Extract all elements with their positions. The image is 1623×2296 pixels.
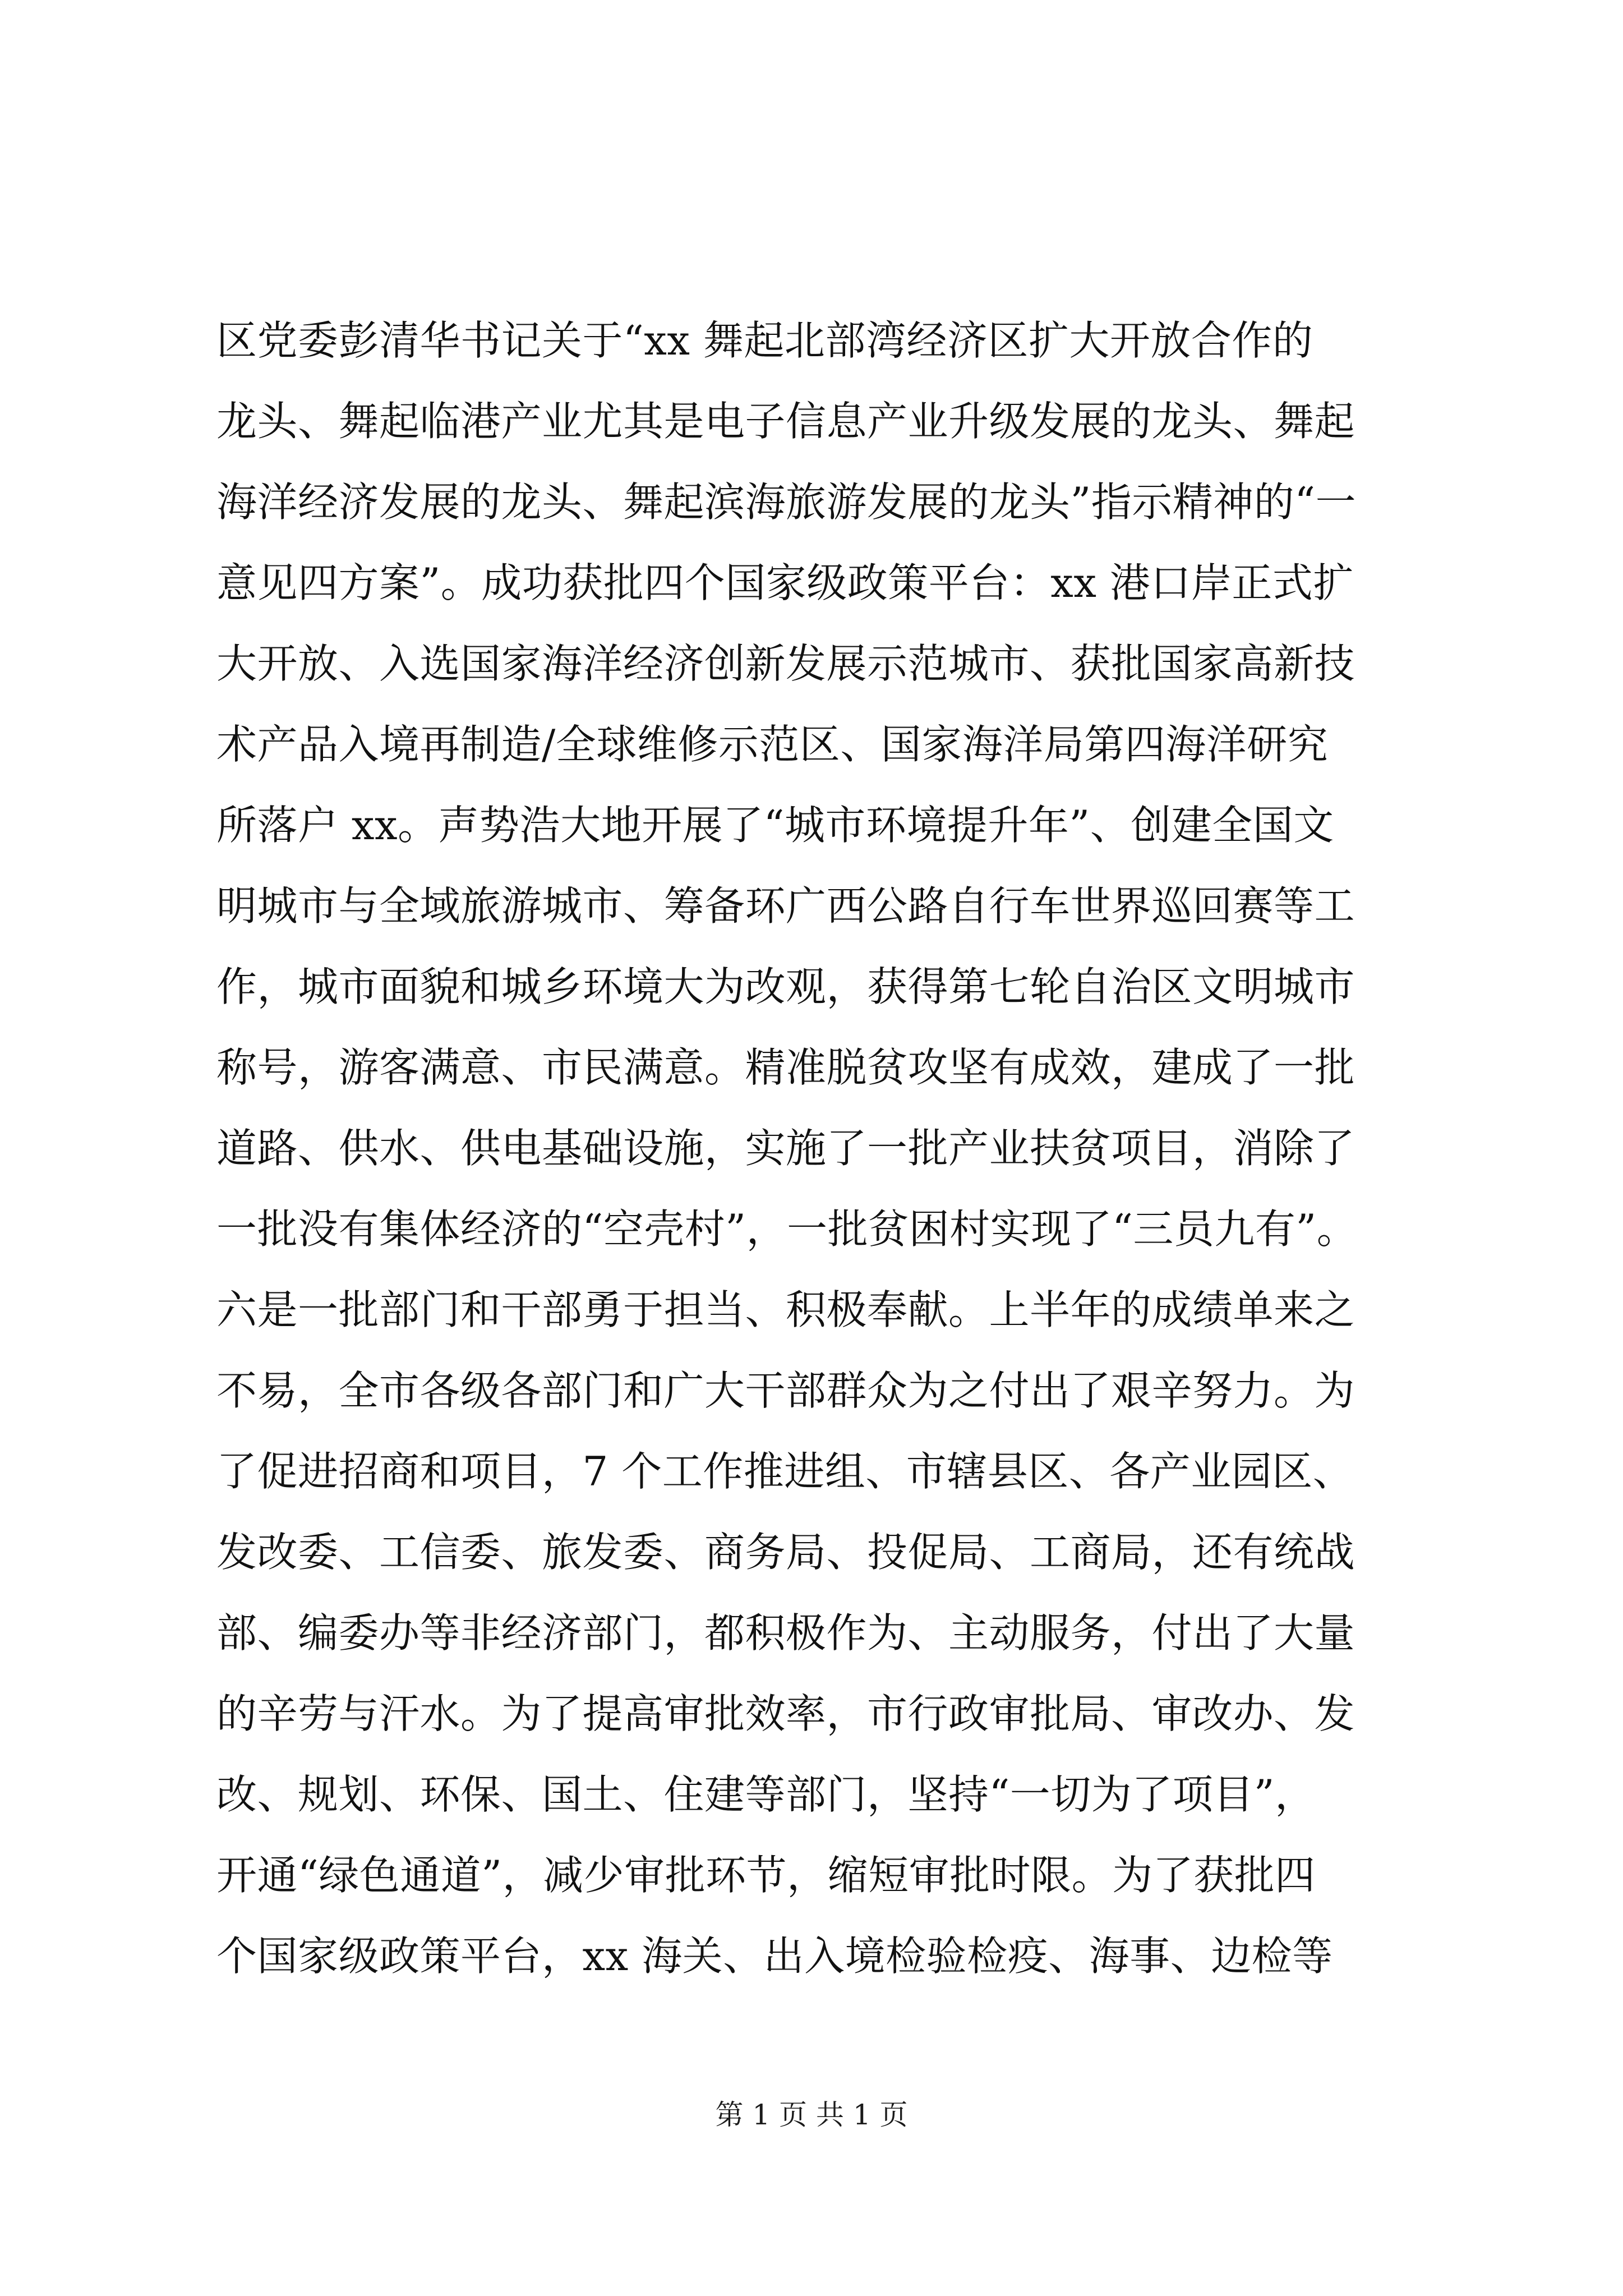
text-line: 区党委彭清华书记关于“xx 舞起北部湾经济区扩大开放合作的 [216, 317, 1313, 364]
text-line: 大开放、入选国家海洋经济创新发展示范城市、获批国家高新技 [216, 640, 1355, 687]
body-text [216, 300, 1428, 1996]
text-line: 术产品入境再制造/全球维修示范区、国家海洋局第四海洋研究 [216, 721, 1329, 768]
text-line: 六是一批部门和干部勇于担当、积极奉献。上半年的成绩单来之 [216, 1286, 1355, 1333]
text-line: 一批没有集体经济的“空壳村”，一批贫困村实现了“三员九有”。 [216, 1205, 1358, 1253]
text-line: 明城市与全域旅游城市、筹备环广西公路自行车世界巡回赛等工 [216, 882, 1355, 930]
text-line: 龙头、舞起临港产业尤其是电子信息产业升级发展的龙头、舞起 [216, 398, 1355, 445]
text-line: 改、规划、环保、国土、住建等部门，坚持“一切为了项目”， [216, 1771, 1316, 1818]
page-footer [0, 2095, 1623, 2134]
text-line: 了促进招商和项目，7 个工作推进组、市辖县区、各产业园区、 [216, 1448, 1354, 1495]
text-line: 不易，全市各级各部门和广大干部群众为之付出了艰辛努力。为 [216, 1367, 1355, 1414]
text-line: 所落户 xx。声势浩大地开展了“城市环境提升年”、创建全国文 [216, 802, 1334, 849]
text-line: 发改委、工信委、旅发委、商务局、投促局、工商局，还有统战 [216, 1529, 1355, 1576]
text-line: 部、编委办等非经济部门，都积极作为、主动服务，付出了大量 [216, 1609, 1355, 1657]
text-line: 意见四方案”。成功获批四个国家级政策平台：xx 港口岸正式扩 [216, 559, 1354, 606]
text-line: 海洋经济发展的龙头、舞起滨海旅游发展的龙头”指示精神的“一 [216, 478, 1357, 526]
text-line: 作，城市面貌和城乡环境大为改观，获得第七轮自治区文明城市 [216, 963, 1355, 1010]
text-line: 个国家级政策平台，xx 海关、出入境检验检疫、海事、边检等 [216, 1932, 1333, 1980]
text-line: 称号，游客满意、市民满意。精准脱贫攻坚有成效，建成了一批 [216, 1044, 1355, 1091]
text-line: 开通“绿色通道”，减少审批环节，缩短审批时限。为了获批四 [216, 1852, 1316, 1899]
page-number: 第 1 页 共 1 页 [715, 2099, 908, 2131]
text-line: 的辛劳与汗水。为了提高审批效率，市行政审批局、审改办、发 [216, 1690, 1355, 1737]
text-line: 道路、供水、供电基础设施，实施了一批产业扶贫项目，消除了 [216, 1125, 1355, 1172]
